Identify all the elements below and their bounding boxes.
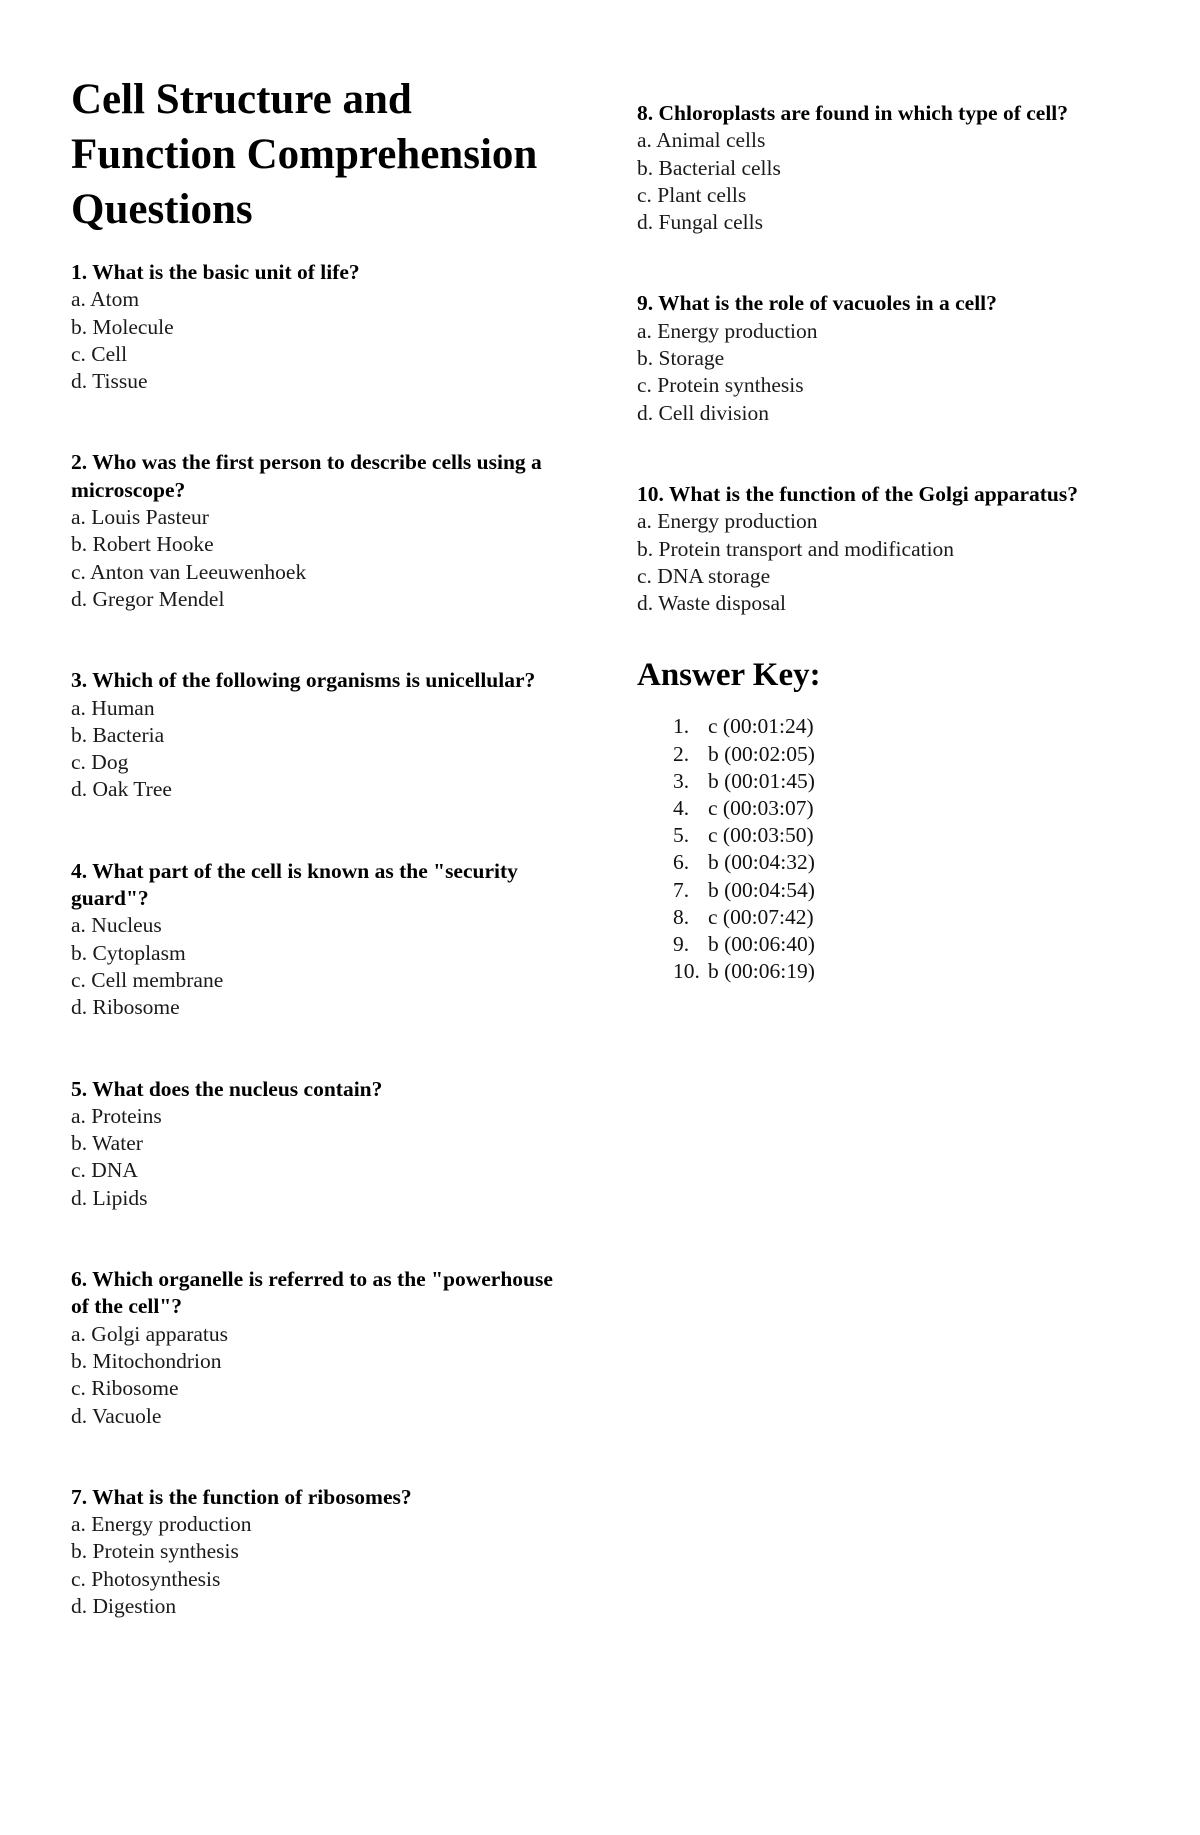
option: a. Atom bbox=[71, 287, 140, 312]
question-text: 5. What does the nucleus contain? bbox=[71, 1076, 383, 1101]
question-2 bbox=[71, 449, 571, 613]
answer-key-item bbox=[673, 741, 1157, 768]
question-6 bbox=[71, 1266, 571, 1430]
question-1 bbox=[71, 259, 571, 395]
answer-number: 4. bbox=[673, 796, 690, 821]
answer-number: 7. bbox=[673, 877, 690, 902]
option: b. Protein synthesis bbox=[71, 1539, 239, 1564]
question-5 bbox=[71, 1076, 571, 1212]
option: d. Lipids bbox=[71, 1185, 148, 1210]
option: c. Cell bbox=[71, 341, 128, 366]
answer-value: c (00:03:07) bbox=[708, 796, 814, 821]
answer-key-item bbox=[673, 904, 1157, 931]
answer-number: 1. bbox=[673, 714, 690, 739]
question-text: 4. What part of the cell is known as the "security guard"? bbox=[71, 858, 518, 911]
option: c. Protein synthesis bbox=[637, 373, 804, 398]
answer-number: 3. bbox=[673, 768, 690, 793]
answer-key-list bbox=[673, 713, 1157, 985]
answer-number: 5. bbox=[673, 823, 690, 848]
option: d. Fungal cells bbox=[637, 210, 763, 235]
answer-key-item bbox=[673, 931, 1157, 958]
option: b. Storage bbox=[637, 346, 725, 371]
option: d. Tissue bbox=[71, 369, 148, 394]
question-text: 10. What is the function of the Golgi apparatus? bbox=[637, 481, 1078, 506]
answer-value: c (00:07:42) bbox=[708, 904, 814, 929]
answer-key-item bbox=[673, 795, 1157, 822]
answer-key-item bbox=[673, 713, 1157, 740]
option: c. DNA bbox=[71, 1158, 138, 1183]
option: c. Cell membrane bbox=[71, 967, 224, 992]
answer-key-item bbox=[673, 958, 1157, 985]
option: c. Ribosome bbox=[71, 1376, 179, 1401]
answer-key-item bbox=[673, 877, 1157, 904]
question-4 bbox=[71, 858, 571, 1022]
option: b. Water bbox=[71, 1131, 143, 1156]
option: b. Cytoplasm bbox=[71, 940, 186, 965]
option: b. Molecule bbox=[71, 314, 174, 339]
answer-key-item bbox=[673, 768, 1157, 795]
question-text: 7. What is the function of ribosomes? bbox=[71, 1484, 412, 1509]
question-text: 8. Chloroplasts are found in which type of cell? bbox=[637, 101, 1069, 125]
answer-value: c (00:01:24) bbox=[708, 714, 814, 739]
question-7 bbox=[71, 1484, 571, 1620]
answer-number: 2. bbox=[673, 741, 690, 766]
option: a. Proteins bbox=[71, 1103, 162, 1128]
option: c. Dog bbox=[71, 750, 129, 775]
option: d. Digestion bbox=[71, 1593, 177, 1618]
answer-number: 9. bbox=[673, 932, 690, 957]
answer-number: 8. bbox=[673, 904, 690, 929]
option: d. Waste disposal bbox=[637, 591, 786, 616]
option: b. Robert Hooke bbox=[71, 532, 214, 557]
option: d. Oak Tree bbox=[71, 777, 172, 802]
option: a. Golgi apparatus bbox=[71, 1321, 229, 1346]
question-text: 6. Which organelle is referred to as the "powerhouse of the cell"? bbox=[71, 1267, 553, 1319]
option: a. Energy production bbox=[637, 509, 818, 534]
right-column bbox=[637, 0, 1157, 985]
option: d. Vacuole bbox=[71, 1403, 162, 1428]
option: c. Photosynthesis bbox=[71, 1566, 221, 1591]
option: b. Mitochondrion bbox=[71, 1348, 222, 1373]
answer-value: b (00:01:45) bbox=[708, 768, 815, 793]
question-text: 3. Which of the following organisms is unicellular? bbox=[71, 668, 536, 693]
answer-value: b (00:06:40) bbox=[708, 932, 815, 957]
answer-key-item bbox=[673, 822, 1157, 849]
answer-key-title: Answer Key: bbox=[637, 657, 821, 694]
answer-value: b (00:06:19) bbox=[708, 959, 815, 984]
answer-value: b (00:04:54) bbox=[708, 877, 815, 902]
option: d. Cell division bbox=[637, 400, 769, 425]
option: b. Bacteria bbox=[71, 722, 165, 747]
option: b. Protein transport and modification bbox=[637, 536, 955, 561]
answer-key-item bbox=[673, 849, 1157, 876]
page-title: Cell Structure and Function Comprehension Questions bbox=[71, 76, 538, 233]
option: d. Gregor Mendel bbox=[71, 586, 225, 611]
answer-value: c (00:03:50) bbox=[708, 823, 814, 848]
question-text: 2. Who was the first person to describe cells using a microscope? bbox=[71, 450, 542, 502]
option: c. DNA storage bbox=[637, 563, 771, 588]
option: a. Nucleus bbox=[71, 913, 162, 938]
option: a. Louis Pasteur bbox=[71, 505, 209, 530]
answer-key-section bbox=[637, 655, 1157, 985]
question-text: 1. What is the basic unit of life? bbox=[71, 260, 360, 284]
option: b. Bacterial cells bbox=[637, 155, 781, 180]
answer-value: b (00:04:32) bbox=[708, 850, 815, 875]
answer-number: 6. bbox=[673, 850, 690, 875]
answer-number: 10. bbox=[673, 959, 700, 984]
question-text: 9. What is the role of vacuoles in a cell? bbox=[637, 291, 997, 316]
left-column bbox=[71, 0, 571, 1620]
option: c. Anton van Leeuwenhoek bbox=[71, 559, 307, 584]
question-3 bbox=[71, 667, 571, 803]
question-8 bbox=[637, 100, 1157, 236]
option: a. Human bbox=[71, 695, 155, 720]
option: d. Ribosome bbox=[71, 995, 180, 1020]
option: a. Energy production bbox=[637, 318, 818, 343]
option: a. Animal cells bbox=[637, 128, 766, 153]
option: c. Plant cells bbox=[637, 182, 747, 207]
question-9 bbox=[637, 290, 1157, 426]
option: a. Energy production bbox=[71, 1512, 252, 1537]
question-10 bbox=[637, 481, 1157, 617]
answer-value: b (00:02:05) bbox=[708, 741, 815, 766]
